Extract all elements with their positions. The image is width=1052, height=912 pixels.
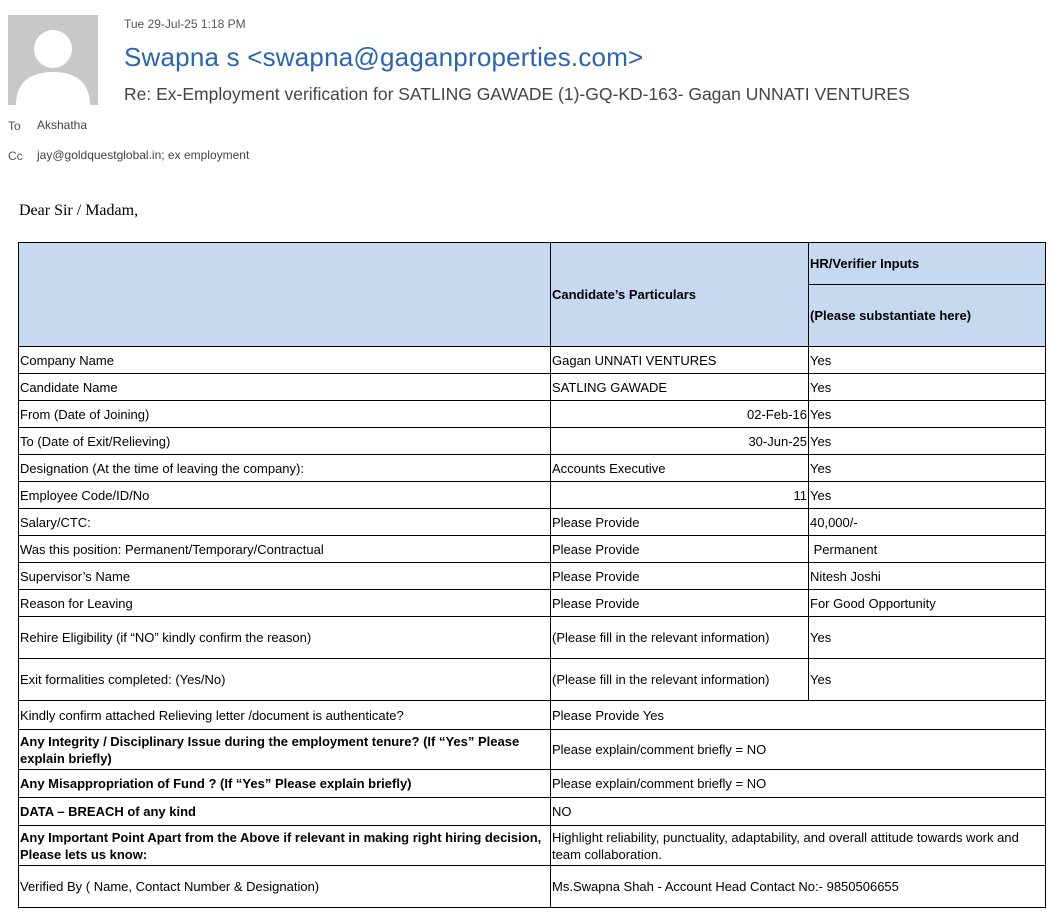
row-label: Reason for Leaving bbox=[19, 590, 551, 617]
table-row bbox=[19, 770, 1046, 798]
candidate-value: 30-Jun-25 bbox=[551, 428, 809, 455]
table-row bbox=[19, 701, 1046, 730]
hr-input: Nitesh Joshi bbox=[809, 563, 1046, 590]
table-row bbox=[19, 347, 1046, 374]
merged-value: Please Provide Yes bbox=[551, 701, 1046, 730]
merged-value: Please explain/comment briefly = NO bbox=[551, 730, 1046, 770]
row-label: Candidate Name bbox=[19, 374, 551, 401]
hr-input: Yes bbox=[809, 455, 1046, 482]
hr-input: Yes bbox=[809, 401, 1046, 428]
row-label: Any Misappropriation of Fund ? (If “Yes” Please explain briefly) bbox=[19, 770, 551, 798]
person-silhouette-icon bbox=[8, 15, 98, 105]
table-row bbox=[19, 536, 1046, 563]
candidate-value: SATLING GAWADE bbox=[551, 374, 809, 401]
row-label: Kindly confirm attached Relieving letter /document is authenticate? bbox=[19, 701, 551, 730]
table-row bbox=[19, 455, 1046, 482]
row-label: Was this position: Permanent/Temporary/Contractual bbox=[19, 536, 551, 563]
table-row bbox=[19, 509, 1046, 536]
candidate-value: Accounts Executive bbox=[551, 455, 809, 482]
hr-input: Yes bbox=[809, 374, 1046, 401]
row-label: Any Integrity / Disciplinary Issue during the employment tenure? (If “Yes” Please explain briefly) bbox=[19, 730, 551, 770]
row-label: Exit formalities completed: (Yes/No) bbox=[19, 659, 551, 701]
row-label: From (Date of Joining) bbox=[19, 401, 551, 428]
table-row bbox=[19, 401, 1046, 428]
header-blank-cell bbox=[19, 243, 551, 347]
email-date: Tue 29-Jul-25 1:18 PM bbox=[124, 17, 246, 31]
row-label: Designation (At the time of leaving the company): bbox=[19, 455, 551, 482]
row-label: Salary/CTC: bbox=[19, 509, 551, 536]
row-label: Employee Code/ID/No bbox=[19, 482, 551, 509]
hr-input: Permanent bbox=[809, 536, 1046, 563]
row-label: To (Date of Exit/Relieving) bbox=[19, 428, 551, 455]
merged-value: Ms.Swapna Shah - Account Head Contact No:- 9850506655 bbox=[551, 866, 1046, 908]
hr-input: Yes bbox=[809, 347, 1046, 374]
merged-value: Highlight reliability, punctuality, adaptability, and overall attitude towards work and team collaboration. bbox=[551, 826, 1046, 866]
row-label: DATA – BREACH of any kind bbox=[19, 798, 551, 826]
candidate-value: Gagan UNNATI VENTURES bbox=[551, 347, 809, 374]
candidate-value: Please Provide bbox=[551, 509, 809, 536]
sender-name[interactable]: Swapna s <swapna@gaganproperties.com> bbox=[124, 42, 644, 72]
greeting: Dear Sir / Madam, bbox=[19, 202, 139, 219]
cc-label: Cc bbox=[8, 149, 23, 163]
table-row bbox=[19, 428, 1046, 455]
header-substantiate-note: (Please substantiate here) bbox=[809, 285, 1046, 347]
header-candidate-particulars: Candidate’s Particulars bbox=[551, 243, 809, 347]
candidate-value: (Please fill in the relevant information) bbox=[551, 659, 809, 701]
candidate-value: 02-Feb-16 bbox=[551, 401, 809, 428]
cc-recipients[interactable]: jay@goldquestglobal.in; ex employment bbox=[37, 148, 250, 162]
merged-value: Please explain/comment briefly = NO bbox=[551, 770, 1046, 798]
row-label: Any Important Point Apart from the Above if relevant in making right hiring decision, Please lets us know: bbox=[19, 826, 551, 866]
email-subject: Re: Ex-Employment verification for SATLING GAWADE (1)-GQ-KD-163- Gagan UNNATI VENTURES bbox=[124, 84, 910, 104]
merged-value: NO bbox=[551, 798, 1046, 826]
table-row bbox=[19, 563, 1046, 590]
row-label: Verified By ( Name, Contact Number & Designation) bbox=[19, 866, 551, 908]
hr-input: 40,000/- bbox=[809, 509, 1046, 536]
table-row bbox=[19, 374, 1046, 401]
to-recipient[interactable]: Akshatha bbox=[37, 118, 88, 132]
header-hr-verifier-inputs: HR/Verifier Inputs bbox=[809, 243, 1046, 285]
table-row bbox=[19, 590, 1046, 617]
candidate-value: Please Provide bbox=[551, 563, 809, 590]
candidate-value: (Please fill in the relevant information) bbox=[551, 617, 809, 659]
table-row bbox=[19, 798, 1046, 826]
verification-table bbox=[18, 242, 1046, 908]
table-row bbox=[19, 482, 1046, 509]
hr-input: Yes bbox=[809, 617, 1046, 659]
table-row bbox=[19, 659, 1046, 701]
sender-avatar bbox=[8, 15, 98, 105]
table-row bbox=[19, 826, 1046, 866]
to-label: To bbox=[8, 119, 21, 133]
table-row bbox=[19, 617, 1046, 659]
candidate-value: Please Provide bbox=[551, 590, 809, 617]
table-row bbox=[19, 730, 1046, 770]
hr-input: Yes bbox=[809, 482, 1046, 509]
row-label: Supervisor’s Name bbox=[19, 563, 551, 590]
table-row bbox=[19, 866, 1046, 908]
hr-input: Yes bbox=[809, 428, 1046, 455]
candidate-value: 11 bbox=[551, 482, 809, 509]
row-label: Company Name bbox=[19, 347, 551, 374]
candidate-value: Please Provide bbox=[551, 536, 809, 563]
hr-input: Yes bbox=[809, 659, 1046, 701]
row-label: Rehire Eligibility (if “NO” kindly confirm the reason) bbox=[19, 617, 551, 659]
hr-input: For Good Opportunity bbox=[809, 590, 1046, 617]
